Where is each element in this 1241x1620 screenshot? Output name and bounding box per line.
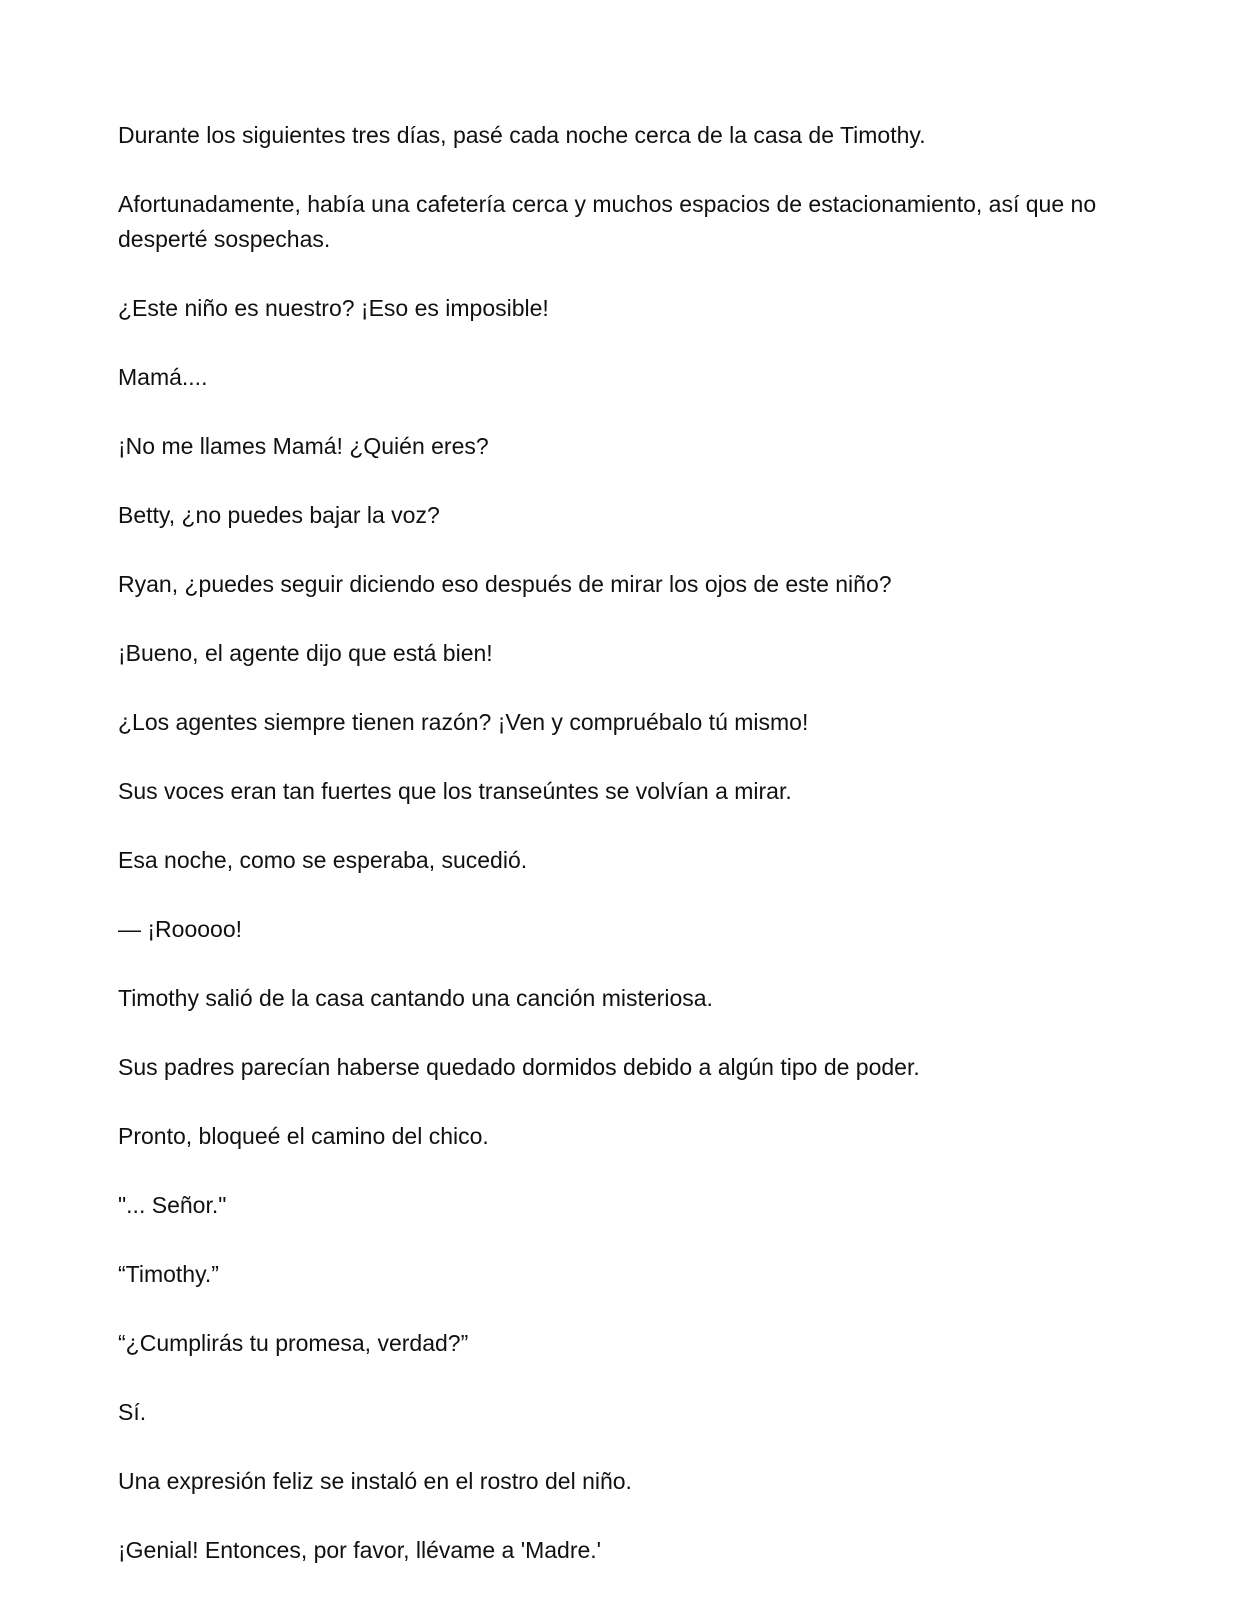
paragraph: Mamá.... <box>118 364 208 390</box>
paragraph: Pronto, bloqueé el camino del chico. <box>118 1123 489 1149</box>
paragraph: Betty, ¿no puedes bajar la voz? <box>118 502 440 528</box>
paragraph: Timothy salió de la casa cantando una canción misteriosa. <box>118 985 713 1011</box>
paragraph: “Timothy.” <box>118 1261 219 1287</box>
paragraph: Esa noche, como se esperaba, sucedió. <box>118 847 528 873</box>
paragraph: Ryan, ¿puedes seguir diciendo eso después de mirar los ojos de este niño? <box>118 571 892 597</box>
document-body <box>118 118 1128 1602</box>
paragraph: Sí. <box>118 1399 147 1425</box>
paragraph: Sus voces eran tan fuertes que los transeúntes se volvían a mirar. <box>118 778 792 804</box>
paragraph: Una expresión feliz se instaló en el rostro del niño. <box>118 1468 632 1494</box>
paragraph: ¿Los agentes siempre tienen razón? ¡Ven y compruébalo tú mismo! <box>118 709 809 735</box>
paragraph: — ¡Rooooo! <box>118 916 243 942</box>
paragraph: Afortunadamente, había una cafetería cerca y muchos espacios de estacionamiento, así que no desperté sospechas. <box>118 191 1097 252</box>
paragraph: "... Señor." <box>118 1192 227 1218</box>
paragraph: ¡Genial! Entonces, por favor, llévame a 'Madre.' <box>118 1537 602 1563</box>
paragraph: Sus padres parecían haberse quedado dormidos debido a algún tipo de poder. <box>118 1054 920 1080</box>
paragraph: Durante los siguientes tres días, pasé cada noche cerca de la casa de Timothy. <box>118 122 926 148</box>
paragraph: ¡Bueno, el agente dijo que está bien! <box>118 640 493 666</box>
paragraph: “¿Cumplirás tu promesa, verdad?” <box>118 1330 469 1356</box>
paragraph: ¿Este niño es nuestro? ¡Eso es imposible! <box>118 295 549 321</box>
paragraph: ¡No me llames Mamá! ¿Quién eres? <box>118 433 489 459</box>
